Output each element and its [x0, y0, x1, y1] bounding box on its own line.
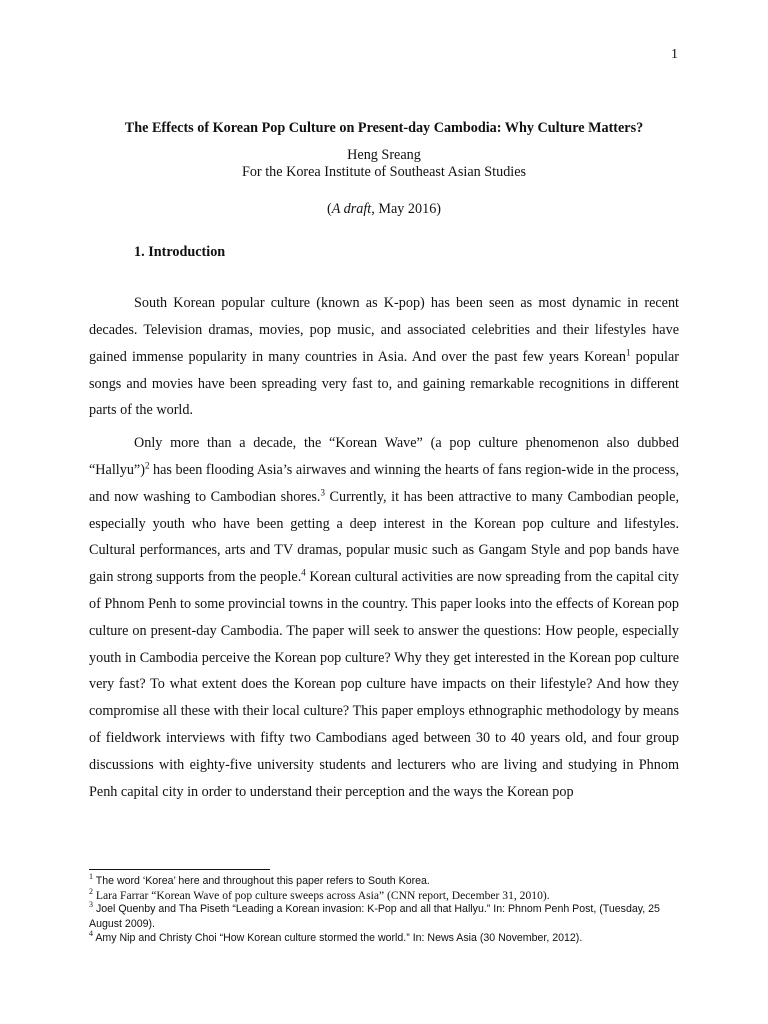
- draft-open: (: [326, 201, 332, 217]
- footnote-1: [89, 874, 689, 889]
- author-affiliation: For the Korea Institute of Southeast Asian Studies: [241, 164, 527, 180]
- footnote-ref-4: 4: [301, 567, 306, 578]
- paragraph-1: [89, 290, 679, 424]
- footnote-number: 4: [89, 929, 93, 939]
- paragraph-2-text-b: has been flooding Asia’s airwaves and winning the hearts of fans region-wide in the process, and now washing to Cambodian shores.: [89, 461, 679, 505]
- footnote-ref-2: 2: [144, 460, 150, 471]
- paragraph-1-text-a: South Korean popular culture (known as K-pop) has been seen as most dynamic in recent decades. Television dramas, movies, pop music, and associated celebrities and their lifestyles have gained immense popularity in many countries in Asia. And over the past few years Korean: [89, 295, 679, 365]
- footnote-text: The word ‘Korea’ here and throughout this paper refers to South Korea.: [93, 875, 430, 887]
- footnote-3: [89, 902, 689, 931]
- footnote-text: Lara Farrar “Korean Wave of pop culture sweeps across Asia” (CNN report, December 31, 2010).: [93, 888, 550, 902]
- paragraph-2-text-d: Korean cultural activities are now spreading from the capital city of Phnom Penh to some provincial towns in the country. This paper looks into the effects of Korean pop culture on present-day Cambodia. The paper will seek to answer the questions: How people, especially youth in Cambodia perceive the Korean pop culture? Why they get interested in the Korean pop culture very fast? To what extent does the Korean pop culture have impacts on their lifestyle? And how they compromise all these with their local culture? This paper employs ethnographic methodology by means of fieldwork interviews with fifty two Cambodians aged between 30 to 40 years old, and four group discussions with eighty-five university students and lecturers who are living and studying in Phnom Penh capital city in order to understand their perception and the ways the Korean pop: [89, 569, 679, 800]
- footnote-ref-1: 1: [625, 347, 631, 358]
- section-heading: 1. Introduction: [134, 244, 226, 260]
- draft-note: [0, 201, 768, 218]
- footnote-text: Joel Quenby and Tha Piseth “Leading a Korean invasion: K-Pop and all that Hallyu.” In: Phnom Penh Post, (Tuesday, 25 August 2009).: [89, 903, 660, 930]
- author-name: Heng Sreang: [347, 147, 421, 163]
- footnote-4: [89, 931, 689, 946]
- paragraph-2-text-c: Currently, it has been attractive to many Cambodian people, especially youth who have been getting a deep interest in the Korean pop culture and lifestyles. Cultural performances, arts and TV dramas, popular music such as Gangam Style and pop bands have gain strong supports from the people.: [89, 488, 679, 586]
- paper-title: The Effects of Korean Pop Culture on Present-day Cambodia: Why Culture Matters?: [124, 120, 644, 136]
- page-number: 1: [671, 47, 678, 62]
- footnotes: [89, 874, 689, 946]
- footnote-text: Amy Nip and Christy Choi “How Korean culture stormed the world.” In: News Asia (30 November, 2012).: [93, 932, 583, 945]
- draft-italic: A draft: [331, 201, 372, 217]
- paragraph-2-text-a: Only more than a decade, the “Korean Wave” (a pop culture phenomenon also dubbed “Hallyu”): [89, 435, 679, 478]
- footnote-2: [89, 886, 689, 903]
- footnote-divider: [89, 869, 270, 870]
- draft-rest: , May 2016): [371, 201, 442, 217]
- footnote-ref-3: 3: [320, 487, 325, 498]
- paragraph-2: [89, 430, 679, 805]
- paragraph-1-text-b: popular songs and movies have been spreading very fast to, and gaining remarkable recognitions in different parts of the world.: [89, 348, 680, 419]
- footnote-number: 3: [89, 900, 93, 910]
- footnote-number: 2: [89, 886, 93, 896]
- footnote-number: 1: [89, 872, 93, 882]
